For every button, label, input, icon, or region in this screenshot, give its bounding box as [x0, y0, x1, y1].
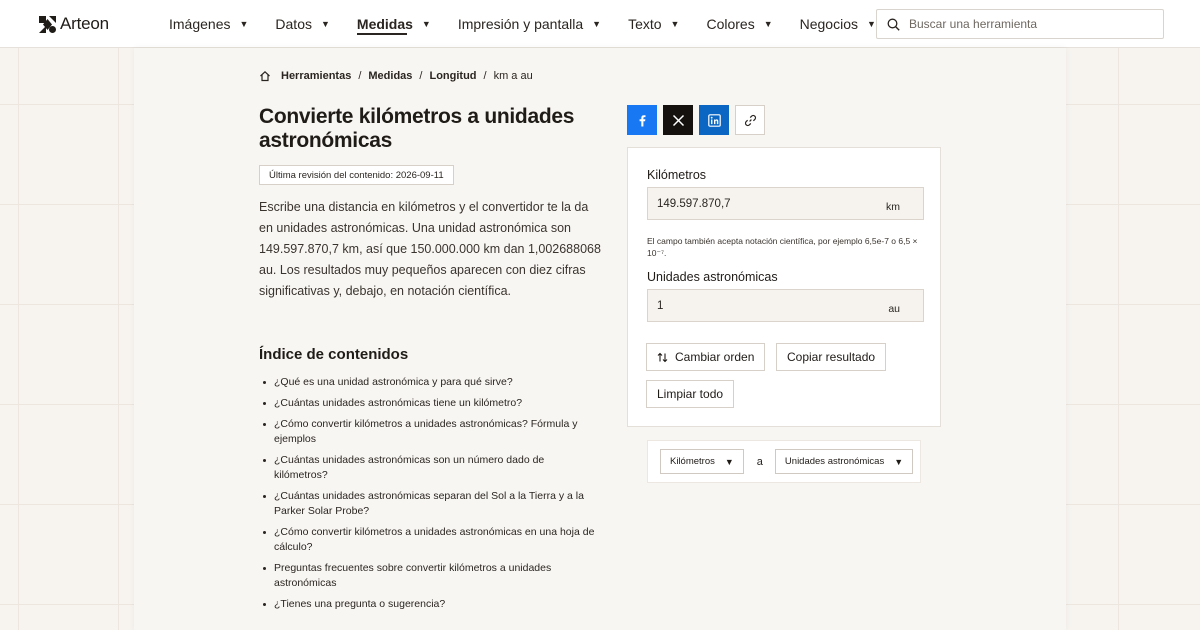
linkedin-icon [708, 114, 721, 127]
link-icon [744, 114, 757, 127]
au-unit: au [888, 303, 900, 315]
kilometers-field [647, 187, 924, 220]
to-unit-select[interactable] [775, 449, 913, 474]
nav-item-texto[interactable] [628, 0, 679, 48]
nav-label: Impresión y pantalla [457, 16, 584, 32]
swap-arrows-icon [657, 352, 668, 363]
from-unit-select[interactable] [660, 449, 744, 474]
kilometers-input[interactable] [648, 198, 868, 210]
home-icon[interactable] [259, 70, 271, 82]
nav-item-medidas[interactable] [357, 0, 431, 48]
nav-item-impresion[interactable] [458, 0, 601, 48]
nav-label: Datos [275, 16, 312, 32]
breadcrumb-separator: / [358, 70, 362, 82]
chevron-down-icon: ▼ [867, 19, 876, 29]
copy-result-label: Copiar resultado [787, 350, 876, 364]
scientific-notation-hint: El campo también acepta notación científica, por ejemplo 6,5e-7 o 6,5 × 10⁻⁷. [647, 236, 918, 258]
chevron-down-icon: ▼ [724, 456, 734, 467]
page-title: Convierte kilómetros a unidades astronómicas [259, 105, 575, 152]
swap-order-label: Cambiar orden [675, 350, 755, 364]
share-buttons [627, 105, 765, 135]
clear-all-button[interactable] [646, 380, 734, 408]
breadcrumb-medidas[interactable]: Medidas [368, 70, 413, 82]
toc-link[interactable]: ¿Cuántas unidades astronómicas son un número dado de kilómetros? [262, 453, 597, 483]
au-field [647, 289, 924, 322]
nav-label: Imágenes [169, 16, 231, 32]
toc-link[interactable]: ¿Tienes una pregunta o sugerencia? [262, 597, 597, 612]
swap-order-button[interactable] [646, 343, 765, 371]
copy-result-button[interactable] [776, 343, 886, 371]
nav-item-imagenes[interactable] [169, 0, 248, 48]
toc-link[interactable]: ¿Cuántas unidades astronómicas separan del Sol a la Tierra y a la Parker Solar Probe? [262, 489, 597, 519]
toc-link[interactable]: ¿Cómo convertir kilómetros a unidades astronómicas en una hoja de cálculo? [262, 525, 597, 555]
clear-all-label: Limpiar todo [657, 387, 724, 401]
share-x-button[interactable] [663, 105, 693, 135]
search-input[interactable] [909, 17, 1149, 31]
search-box [876, 9, 1164, 39]
x-icon [672, 114, 685, 127]
breadcrumb-herramientas[interactable]: Herramientas [281, 70, 352, 82]
arteon-logo-mark-icon [39, 16, 56, 33]
copy-link-button[interactable] [735, 105, 765, 135]
facebook-icon [636, 114, 649, 127]
kilometers-label: Kilómetros [647, 168, 707, 182]
breadcrumb-current: km a au [493, 70, 533, 82]
unit-connector: a [756, 455, 763, 468]
brand-logo[interactable] [39, 14, 109, 34]
nav-label: Negocios [799, 16, 858, 32]
converter-card [627, 147, 941, 427]
chevron-down-icon: ▼ [421, 19, 431, 29]
kilometers-unit: km [886, 201, 900, 213]
unit-selector-bar [647, 440, 921, 483]
toc-link[interactable]: ¿Cómo convertir kilómetros a unidades astronómicas? Fórmula y ejemplos [262, 417, 597, 447]
from-unit-value: Kilómetros [670, 456, 715, 467]
au-input[interactable] [648, 300, 868, 312]
nav-label: Colores [706, 16, 755, 32]
search-icon [887, 18, 900, 31]
chevron-down-icon: ▼ [670, 19, 680, 29]
main-nav [169, 0, 903, 48]
nav-label: Medidas [356, 16, 413, 32]
chevron-down-icon: ▼ [894, 456, 904, 467]
review-date-badge: Última revisión del contenido: 2026-09-11 [259, 165, 454, 185]
breadcrumb-separator: / [419, 70, 423, 82]
nav-item-negocios[interactable] [800, 0, 876, 48]
toc-link[interactable]: ¿Cuántas unidades astronómicas tiene un kilómetro? [262, 396, 597, 411]
table-of-contents [262, 375, 597, 618]
chevron-down-icon: ▼ [592, 19, 602, 29]
nav-label: Texto [628, 16, 662, 32]
chevron-down-icon: ▼ [320, 19, 330, 29]
chevron-down-icon: ▼ [239, 19, 249, 29]
intro-paragraph: Escribe una distancia en kilómetros y el convertidor te la da en unidades astronómicas. Una unidad astronómica son 149.597.870,7 km, así que 150.000.000 km dan 1,002688068 au. Los resultados muy pequeños aparecen con diez cifras significativas y, debajo, en notación científica. [259, 200, 601, 298]
breadcrumb-longitud[interactable]: Longitud [429, 70, 477, 82]
breadcrumb-separator: / [483, 70, 487, 82]
nav-item-colores[interactable] [706, 0, 772, 48]
chevron-down-icon: ▼ [763, 19, 773, 29]
brand-name: Arteon [60, 14, 109, 33]
toc-link[interactable]: Preguntas frecuentes sobre convertir kilómetros a unidades astronómicas [262, 561, 597, 591]
au-label: Unidades astronómicas [647, 270, 778, 284]
to-unit-value: Unidades astronómicas [784, 456, 885, 467]
toc-link[interactable]: ¿Qué es una unidad astronómica y para qué sirve? [262, 375, 597, 390]
nav-item-datos[interactable] [275, 0, 330, 48]
top-navigation-bar [0, 0, 1200, 48]
share-linkedin-button[interactable] [699, 105, 729, 135]
breadcrumb [259, 69, 533, 83]
share-facebook-button[interactable] [627, 105, 657, 135]
toc-title: Índice de contenidos [259, 346, 409, 363]
